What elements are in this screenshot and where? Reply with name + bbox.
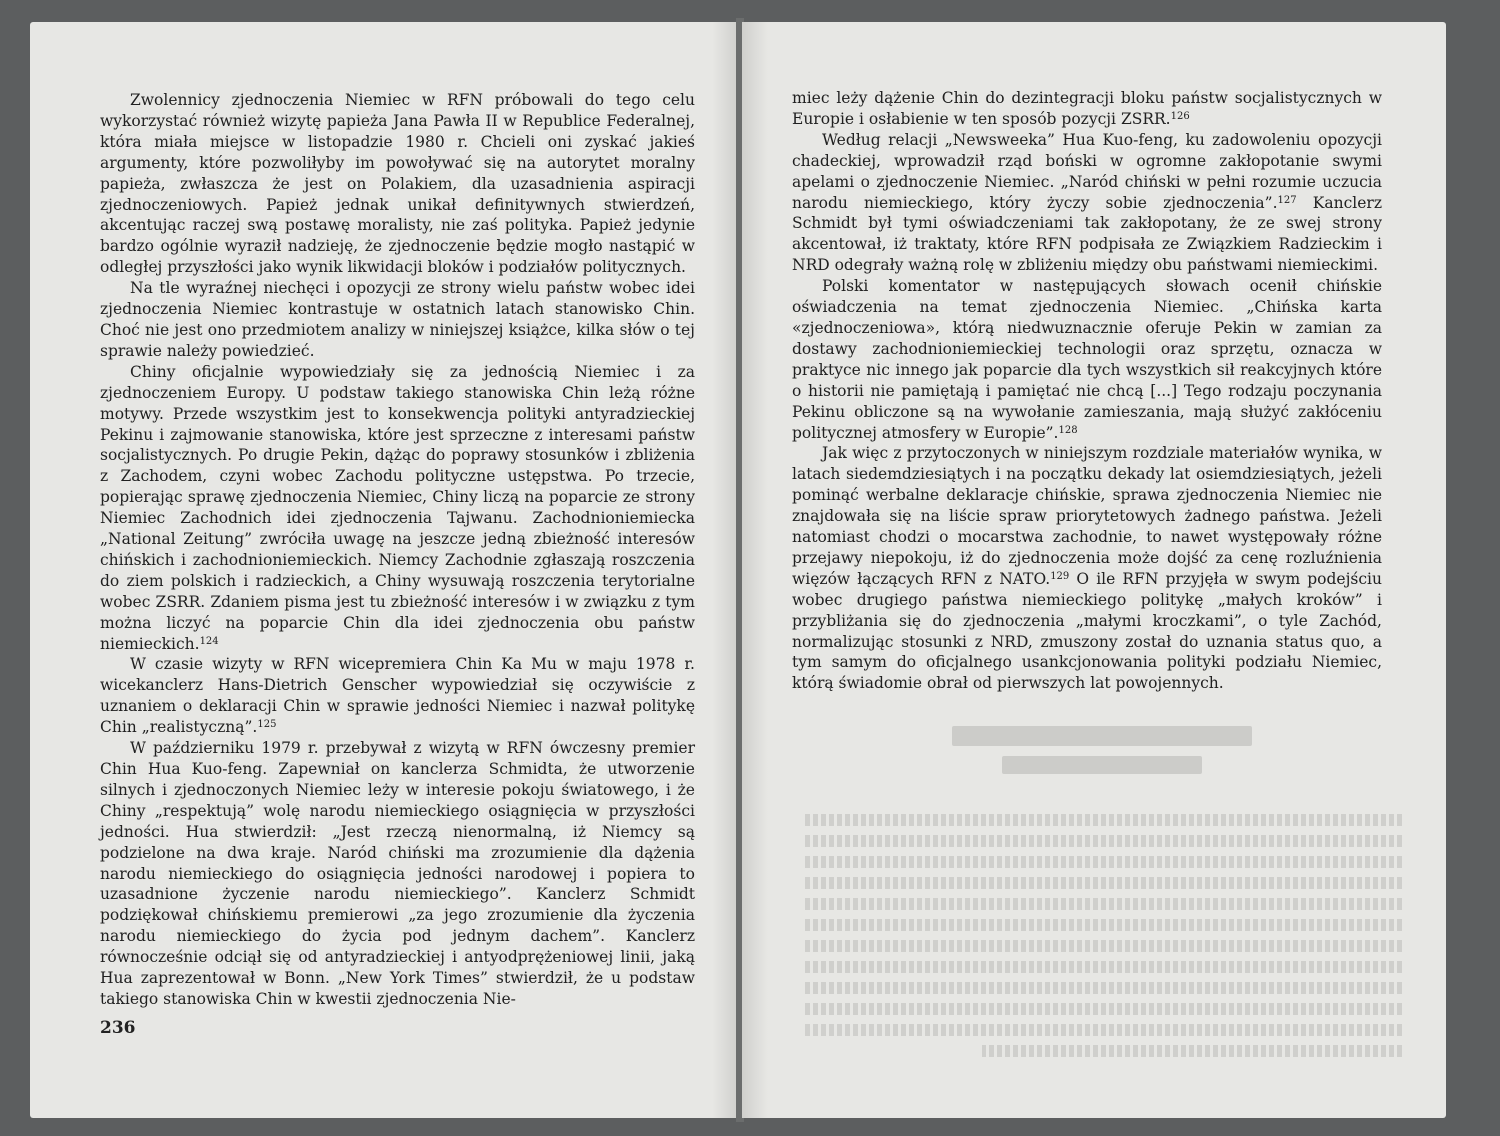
paragraph: Polski komentator w następujących słowach ocenił chińskie oświadczenia na temat zjednoczenia Niemiec. „Chińska karta «zjednoczeniowa», którą niedwuznacznie oferuje Pekin w zamian za dostawy zachodnioniemieckiej technologii oraz sprzętu, oznacza w praktyce nic innego jak poparcie dla tych wszystkich sił reakcyjnych które o historii nie pamiętają i pamiętać nie chcą [...] Tego rodzaju poczynania Pekinu obliczone są na wywołanie zamieszania, mają służyć zakłóceniu politycznej atmosfery w Europie”.$^{128}$ xyxy=(792,277,1382,442)
paragraph: W czasie wizyty w RFN wicepremiera Chin Ka Mu w maju 1978 r. wicekanclerz Hans-Dietrich Genscher wypowiedział się oczywiście z uznaniem o deklaracji Chin w sprawie jedności Niemiec i nazwał politykę Chin „realistyczną”.$^{125}$ xyxy=(100,655,695,737)
paragraph: miec leży dążenie Chin do dezintegracji bloku państw socjalistycznych w Europie i osłabienie w ten sposób pozycji ZSRR.$^{126}$ xyxy=(792,89,1382,128)
footnote-ref: 129 xyxy=(1050,570,1070,582)
left-page-text xyxy=(100,90,695,1010)
right-page xyxy=(742,22,1446,1118)
paragraph: Według relacji „Newsweeka” Hua Kuo-feng, ku zadowoleniu opozycji chadeckiej, wprowadził rząd boński w ogromne zakłopotanie swymi apelami o zjednoczenie Niemiec. „Naród chiński w pełni rozumie uczucia narodu niemieckiego, który życzy sobie zjednoczenia”.$^{127}$ Kanclerz Schmidt był tymi oświadczeniami tak zakłopotany, że ze swej strony akcentował, iż traktaty, które RFN podpisała ze Związkiem Radzieckim i NRD odegrały ważną rolę w zbliżeniu między obu państwami niemieckimi. xyxy=(792,130,1382,275)
page-number: 236 xyxy=(100,1018,136,1038)
footnote-ref: 127 xyxy=(1277,194,1297,206)
right-page-text xyxy=(792,88,1382,694)
paragraph: W październiku 1979 r. przebywał z wizytą w RFN ówczesny premier Chin Hua Kuo-feng. Zapewniał on kanclerza Schmidta, że utworzenie silnych i zjednoczonych Niemiec leży w interesie pokoju światowego, i że Chiny „respektują” wolę narodu niemieckiego osiągnięcia w przyszłości jedności. Hua stwierdził: „Jest rzeczą nienormalną, iż Niemcy są podzielone na dwa kraje. Naród chiński ma zrozumienie dla dążenia narodu niemieckiego do osiągnięcia jedności narodowej i popiera to uzasadnione życzenie narodu niemieckiego”. Kanclerz Schmidt podziękował chińskiemu premierowi „za jego zrozumienie dla życzenia narodu niemieckiego do życia pod jednym dachem”. Kanclerz równocześnie odciął się od antyradzieckiej i antyodprężeniowej linii, jaką Hua zaprezentował w Bonn. „New York Times” stwierdził, że u podstaw takiego stanowiska Chin w kwestii zjednoczenia Nie- xyxy=(100,739,695,1008)
paragraph: Na tle wyraźnej niechęci i opozycji ze strony wielu państw wobec idei zjednoczenia Niemiec kontrastuje w ostatnich latach stanowisko Chin. Choć nie jest ono przedmiotem analizy w niniejszej książce, kilka słów o tej sprawie należy powiedzieć. xyxy=(100,279,695,360)
footnote-ref: 126 xyxy=(1170,110,1190,122)
paragraph: Chiny oficjalnie wypowiedziały się za jednością Niemiec i za zjednoczeniem Europy. U podstaw takiego stanowiska Chin leżą różne motywy. Przede wszystkim jest to konsekwencja polityki antyradzieckiej Pekinu i zajmowanie stanowiska, które jest sprzeczne z interesami państw socjalistycznych. Po drugie Pekin, dążąc do poprawy stosunków i zbliżenia z Zachodem, czyni wobec Zachodu polityczne ustępstwa. Po trzecie, popierając sprawę zjednoczenia Niemiec, Chiny liczą na poparcie ze strony Niemiec Zachodnich idei zjednoczenia Tajwanu. Zachodnioniemiecka „National Zeitung” zwróciła uwagę na jeszcze jedną zbieżność interesów chińskich i zachodnioniemieckich. Niemcy Zachodnie zgłaszają roszczenia do ziem polskich i radzieckich, a Chiny wysuwają roszczenia terytorialne wobec ZSRR. Zdaniem pisma jest tu zbieżność interesów i w związku z tym można liczyć na poparcie Chin dla idei zjednoczenia obu państw niemieckich.$^{124}$ xyxy=(100,362,695,653)
left-page xyxy=(30,22,738,1118)
paragraph: Jak więc z przytoczonych w niniejszym rozdziale materiałów wynika, w latach siedemdziesiątych i na początku dekady lat osiemdziesiątych, jeżeli pominąć werbalne deklaracje chińskie, sprawa zjednoczenia Niemiec nie znajdowała się na liście spraw priorytetowych żadnego państwa. Jeżeli natomiast chodzi o mocarstwa zachodnie, to nawet występowały różne przejawy niepokoju, iż do zjednoczenia może dojść za cenę rozluźnienia więzów łączących RFN z NATO.$^{129}$ O ile RFN przyjęła w swym podejściu wobec drugiego państwa niemieckiego politykę „małych kroków” i przybliżania się do zjednoczenia „małymi kroczkami”, o tyle Zachód, normalizując stosunki z NRD, zmuszony został do uznania status quo, a tym samym do oficjalnego usankcjonowania polityki podziału Niemiec, którą świadomie obrał od pierwszych lat powojennych. xyxy=(792,444,1382,693)
footnote-ref: 125 xyxy=(257,719,277,731)
bleed-through-text xyxy=(802,712,1402,1052)
paragraph: Zwolennicy zjednoczenia Niemiec w RFN próbowali do tego celu wykorzystać również wizytę papieża Jana Pawła II w Republice Federalnej, która miała miejsce w listopadzie 1980 r. Chcieli oni zyskać jakieś argumenty, które pozwoliłyby im powoływać się na autorytet moralny papieża, zwłaszcza że jest on Polakiem, dla uzasadnienia aspiracji zjednoczeniowych. Papież jednak unikał definitywnych stwierdzeń, akcentując raczej swą postawę moralisty, nie zaś polityka. Papież jedynie bardzo ogólnie wyraził nadzieję, że zjednoczenie będzie mogło nastąpić w odległej przyszłości jako wynik likwidacji bloków i podziałów politycznych. xyxy=(100,91,695,277)
footnote-ref: 128 xyxy=(1058,424,1078,436)
footnote-ref: 124 xyxy=(199,635,219,647)
